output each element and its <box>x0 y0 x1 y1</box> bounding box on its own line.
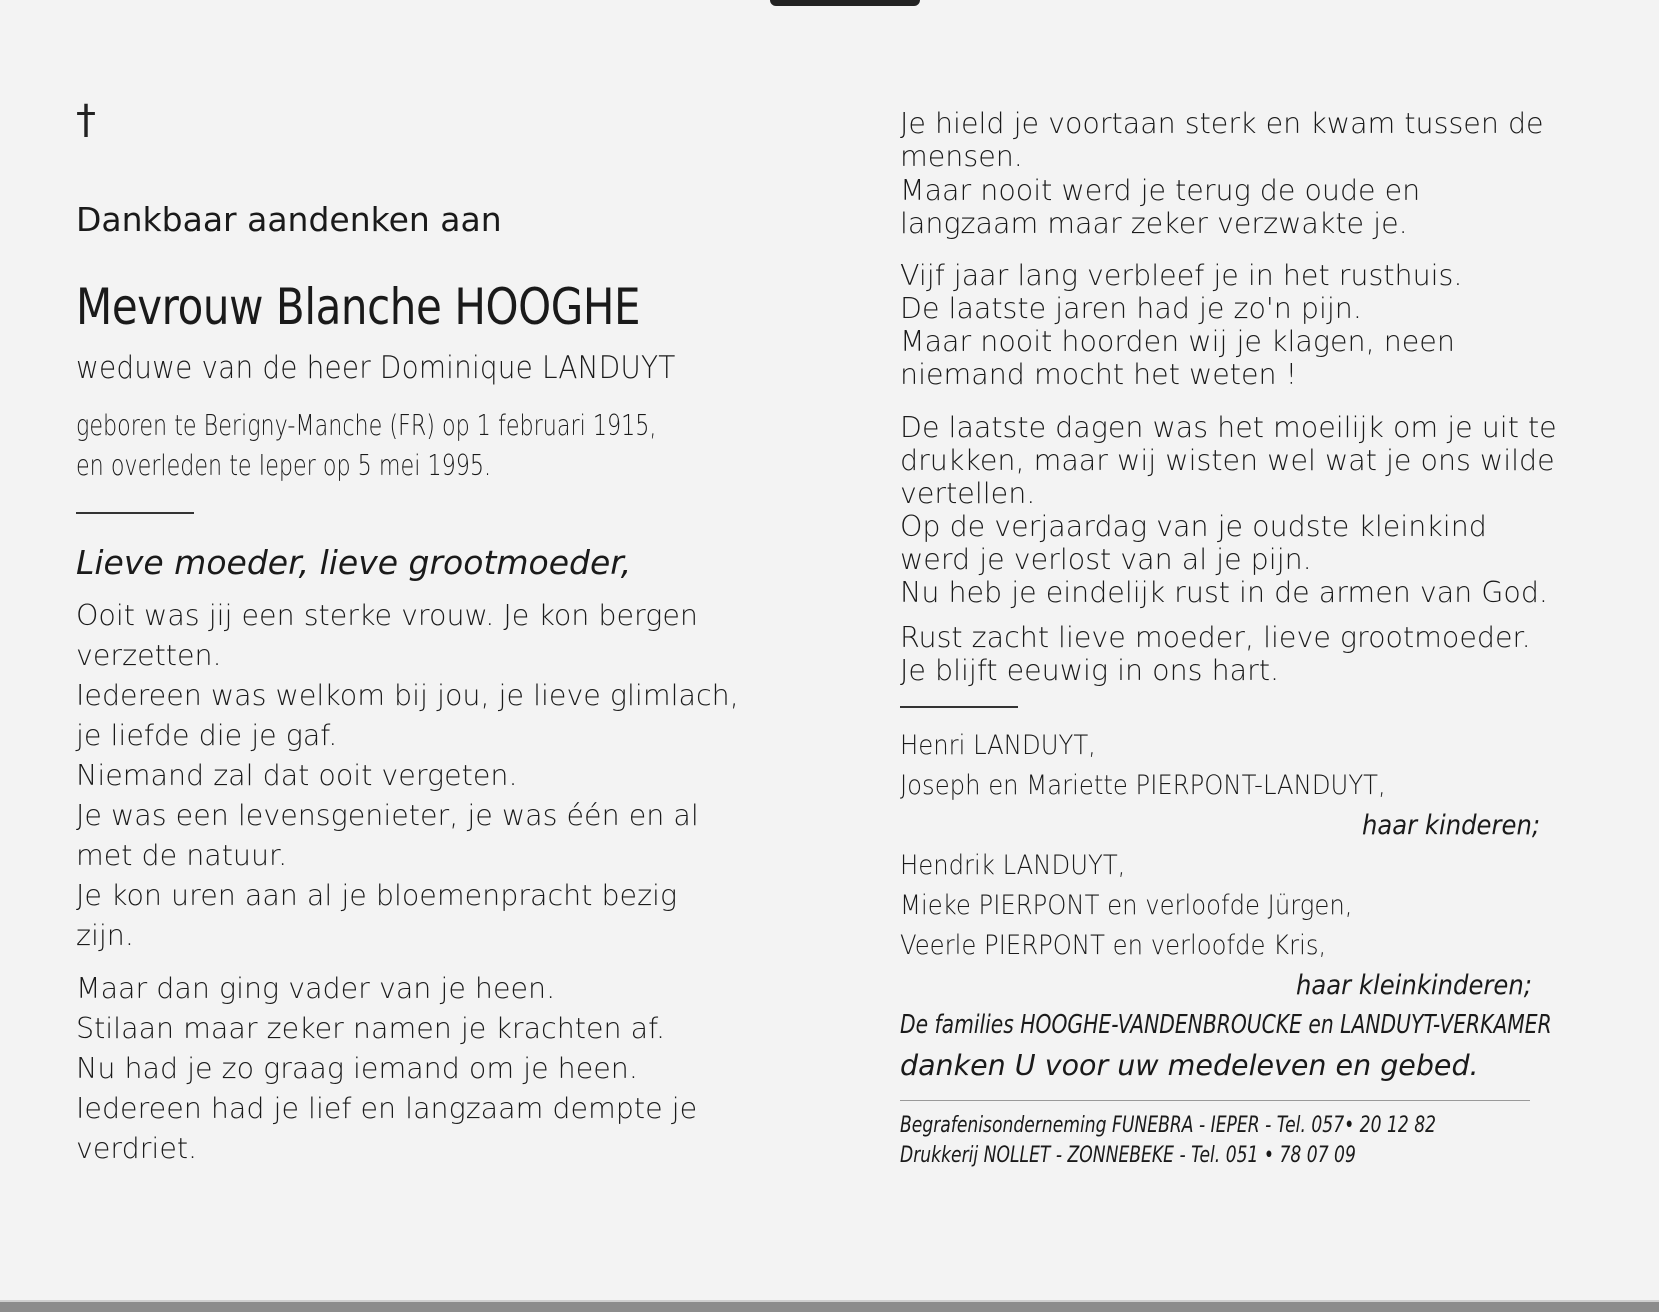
poem-line: verzetten. <box>76 639 222 672</box>
poem-line: Maar dan ging vader van je heen. <box>76 972 556 1005</box>
cross-icon: † <box>76 97 96 143</box>
poem-line: niemand mocht het weten ! <box>900 358 1298 391</box>
poem-line: De laatste dagen was het moeilijk om je uit te <box>900 411 1557 444</box>
poem-line: vertellen. <box>900 477 1036 510</box>
printer-line: Drukkerij NOLLET - ZONNEBEKE - Tel. 051 • 78 07 09 <box>900 1143 1356 1168</box>
birth-line: geboren te Berigny-Manche (FR) op 1 februari 1915, <box>76 409 657 442</box>
poem-line: Nu heb je eindelijk rust in de armen van God. <box>900 576 1548 609</box>
poem-line: Niemand zal dat ooit vergeten. <box>76 759 518 792</box>
family-member: Hendrik LANDUYT, <box>900 850 1126 881</box>
salutation: Lieve moeder, lieve grootmoeder, <box>76 543 632 582</box>
poem-line: Vijf jaar lang verbleef je in het rusthuis. <box>900 259 1463 292</box>
family-member: Veerle PIERPONT en verloofde Kris, <box>900 930 1327 961</box>
poem-line: Maar nooit hoorden wij je klagen, neen <box>900 325 1455 358</box>
poem-line: drukken, maar wij wisten wel wat je ons wilde <box>900 444 1555 477</box>
poem-line: zijn. <box>76 919 134 952</box>
poem-line: Op de verjaardag van je oudste kleinkind <box>900 510 1487 543</box>
grandchildren-label: haar kleinkinderen; <box>1296 970 1532 1001</box>
footer-divider <box>900 1100 1530 1101</box>
poem-line: werd je verlost van al je pijn. <box>900 543 1312 576</box>
poem-line: Maar nooit werd je terug de oude en <box>900 174 1421 207</box>
poem-line: Stilaan maar zeker namen je krachten af. <box>76 1012 666 1045</box>
poem-line: Je kon uren aan al je bloemenpracht bezig <box>76 879 678 912</box>
poem-line: je liefde die je gaf. <box>76 719 338 752</box>
family-member: Henri LANDUYT, <box>900 730 1096 761</box>
divider <box>76 512 194 514</box>
families-line: De families HOOGHE-VANDENBROUCKE en LANDUYT-VERKAMER <box>900 1010 1552 1040</box>
widow-line: weduwe van de heer Dominique LANDUYT <box>76 350 676 386</box>
family-member: Mieke PIERPONT en verloofde Jürgen, <box>900 890 1353 921</box>
poem-line: Nu had je zo graag iemand om je heen. <box>76 1052 638 1085</box>
undertaker-line: Begrafenisonderneming FUNEBRA - IEPER - Tel. 057• 20 12 82 <box>900 1113 1437 1138</box>
poem-line: Je hield je voortaan sterk en kwam tussen de <box>900 107 1544 140</box>
poem-line: langzaam maar zeker verzwakte je. <box>900 207 1408 240</box>
thanks-line: danken U voor uw medeleven en gebed. <box>900 1049 1479 1082</box>
deceased-name: Mevrouw Blanche HOOGHE <box>76 278 641 336</box>
death-line: en overleden te Ieper op 5 mei 1995. <box>76 449 492 482</box>
poem-line: Iedereen was welkom bij jou, je lieve glimlach, <box>76 679 739 712</box>
intro-text: Dankbaar aandenken aan <box>76 200 502 239</box>
divider <box>900 706 1018 708</box>
poem-line: verdriet. <box>76 1132 198 1165</box>
poem-line: Je was een levensgenieter, je was één en al <box>76 799 699 832</box>
poem-line: Ooit was jij een sterke vrouw. Je kon bergen <box>76 599 698 632</box>
poem-line: Rust zacht lieve moeder, lieve grootmoeder. <box>900 621 1531 654</box>
poem-line: De laatste jaren had je zo'n pijn. <box>900 292 1362 325</box>
poem-line: Iedereen had je lief en langzaam dempte je <box>76 1092 698 1125</box>
children-label: haar kinderen; <box>1362 810 1541 841</box>
poem-line: Je blijft eeuwig in ons hart. <box>900 654 1280 687</box>
poem-line: mensen. <box>900 140 1023 173</box>
family-member: Joseph en Mariette PIERPONT-LANDUYT, <box>900 770 1386 801</box>
poem-line: met de natuur. <box>76 839 288 872</box>
fold-mark <box>770 0 920 6</box>
